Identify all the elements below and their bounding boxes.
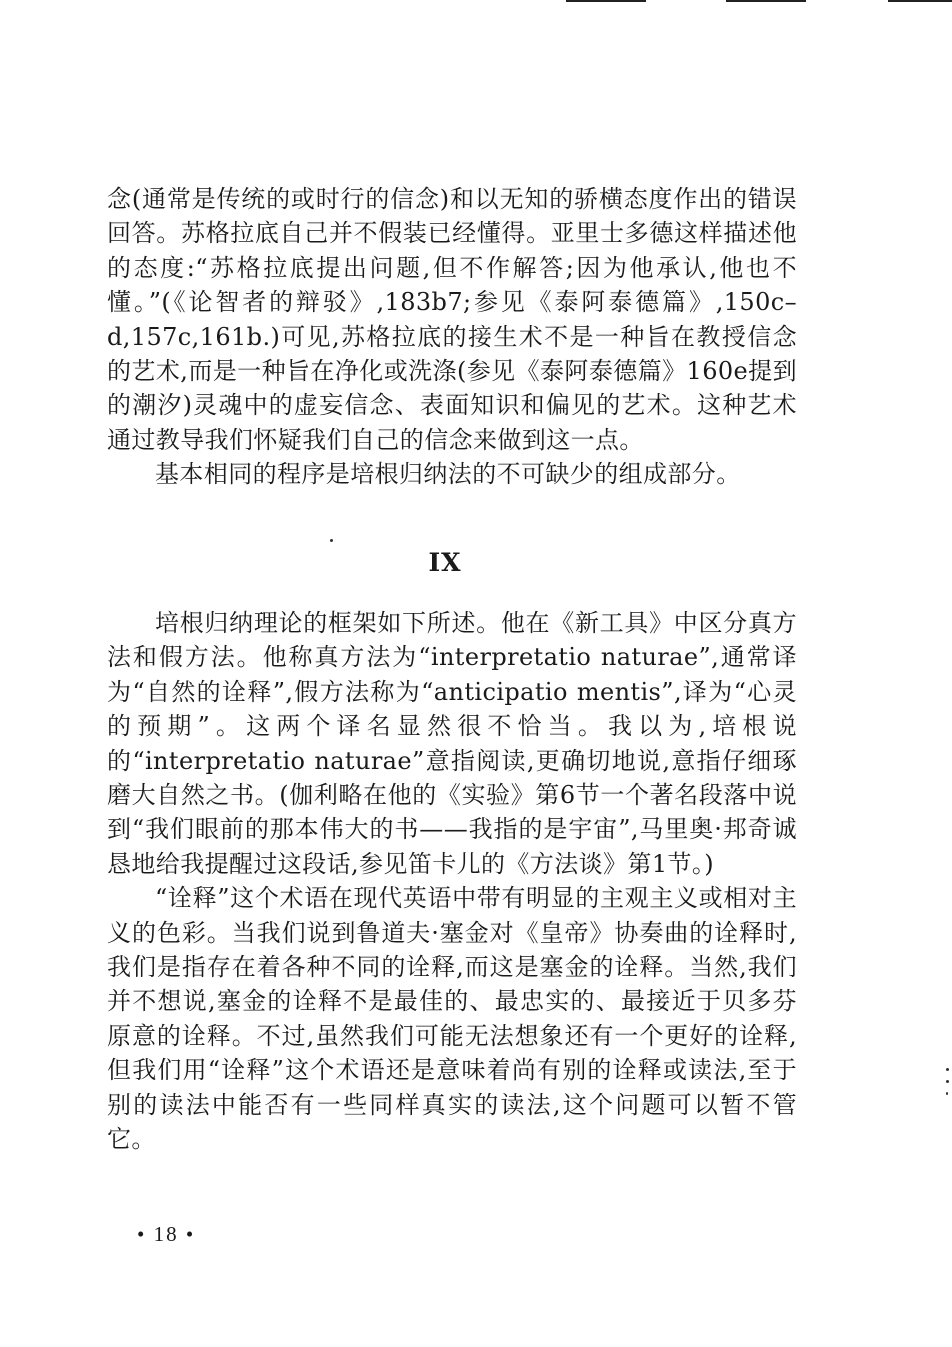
continuation-paragraph: 念(通常是传统的或时行的信念)和以无知的骄横态度作出的错误回答。苏格拉底自己并不假装已经懂得。亚里士多德这样描述他的态度:“苏格拉底提出问题,但不作解答;因为他承认,他也不懂。”(《论智者的辩驳》,183b7;参见《泰阿泰德篇》,150c–d,157c,161b.)可见,苏格拉底的接生术不是一种旨在教授信念的艺术,而是一种旨在净化或洗涤(参见《泰阿泰德篇》160e提到的潮汐)灵魂中的虚妄信念、表面知识和偏见的艺术。这种艺术通过教导我们怀疑我们自己的信念来做到这一点。 [107,185,797,454]
scan-speck [946,1068,949,1071]
section-paragraph: 培根归纳理论的框架如下所述。他在《新工具》中区分真方法和假方法。他称真方法为“interpretatio naturae”,通常译为“自然的诠释”,假方法称为“anticipatio mentis”,译为“心灵的预期”。这两个译名显然很不恰当。我以为,培根说的“interpretatio naturae”意指阅读,更确切地说,意指仔细琢磨大自然之书。(伽利略在他的《实验》第6节一个著名段落中说到“我们眼前的那本伟大的书——我指的是宇宙”,马里奥·邦奇诚恳地给我提醒过这段话,参见笛卡儿的《方法谈》第1节。) [107,609,797,878]
section-paragraph: “诠释”这个术语在现代英语中带有明显的主观主义或相对主义的色彩。当我们说到鲁道夫·塞金对《皇帝》协奏曲的诠释时,我们是指存在着各种不同的诠释,而这是塞金的诠释。当然,我们并不想说,塞金的诠释不是最佳的、最忠实的、最接近于贝多芬原意的诠释。不过,虽然我们可能无法想象还有一个更好的诠释,但我们用“诠释”这个术语还是意味着尚有别的诠释或读法,至于别的读法中能否有一些同样真实的读法,这个问题可以暂不管它。 [107,884,797,1154]
scan-speck [946,1092,948,1095]
scan-speck [330,539,333,542]
lower-text-block [107,606,797,1157]
top-edge-rule [726,0,806,2]
scan-speck [946,1080,949,1083]
top-edge-rule [566,0,646,2]
page-number: • 18 • [137,1222,196,1246]
section-heading: IX [428,548,462,577]
top-edge-rule [888,0,952,2]
short-paragraph: 基本相同的程序是培根归纳法的不可缺少的组成部分。 [155,460,741,489]
upper-text-block [107,182,797,492]
